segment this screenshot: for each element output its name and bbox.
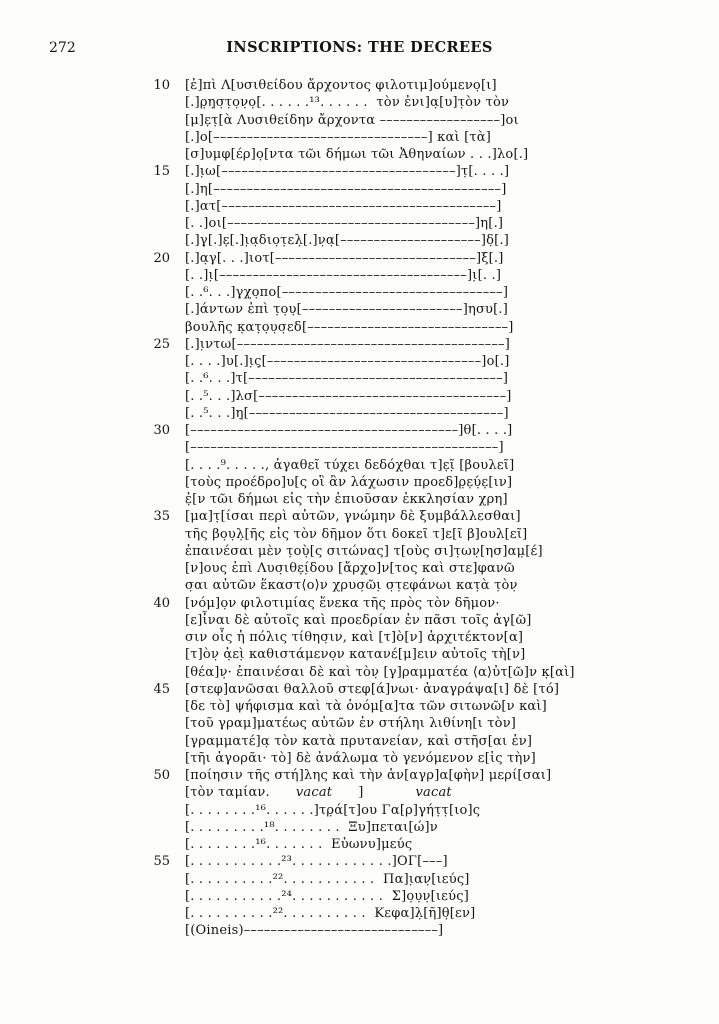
inscription-line <box>0 613 719 630</box>
page-number: 272 <box>49 40 76 56</box>
line-number: 30 <box>153 423 170 438</box>
line-text <box>185 716 516 731</box>
line-text-segment: [θέα]ν̣· ἐπαινέσαι δὲ καὶ τὸν̣ [γ]ραμματέα ⟨α⟩ὐτ[ῶ]ν κ̣[αὶ] <box>185 664 575 680</box>
line-text-segment: [ε]ἶναι δὲ αὐτοῖς καὶ προεδρίαν ἐν πᾶσι τοῖς ἀγ[ῶ] <box>185 612 532 628</box>
inscription-line <box>0 734 719 751</box>
line-text <box>185 268 501 283</box>
line-text-segment: [τ]ὸν̣ ἀ̣εὶ̣ καθιστάμενο̣ν κατανέ[μ]ειν αὐτοῖς τὴ[ν] <box>185 647 526 663</box>
line-text-segment: βουλῆς κ̣ατ̣ο̣υ̣σ̣εδ[––––––––––––––––––––––––––––––] <box>185 319 514 335</box>
line-text-segment: [γραμματέ]α̣ τὸν κατὰ πρυτανείαν, καὶ στῆσ[αι ἐν] <box>185 733 533 749</box>
line-text-segment: [(Oineis)–––––––––––––––––––––––––––––] <box>185 923 444 939</box>
line-text-segment: [. .⁵. . .]λσ[–––––––––––––––––––––––––––––––––––––] <box>185 388 512 404</box>
line-text <box>185 734 532 749</box>
inscription-line <box>0 596 719 613</box>
line-text-segment: [.]ρ̣η̣σ̣τ̣ο̣ν̣ο̣[. . . . . .¹³. . . . . . τὸν ἐνι]α̣[υ]τ̣ὸν τὸν <box>185 95 510 111</box>
line-text-segment: ἐπαινέσαι μὲν τ̣οὺ̣[ς σιτώνας] τ[οὺς σι]τ̣ων̣[ησ]αμ̣[έ] <box>185 543 543 559</box>
line-text-segment: [. . . . . . . . . .²². . . . . . . . . . Κεφα]λ̣[ῆ]θ̣[εν] <box>185 906 476 921</box>
line-text <box>185 147 528 162</box>
line-text-segment: [.]α̣γ[. . .]ιοτ[––––––––––––––––––––––––––––––]ξ[.] <box>185 250 504 266</box>
line-text <box>185 665 575 680</box>
line-text-segment: σιν οἷς ἡ πόλις τίθησ̣ιν, καὶ [τ]ὸ[ν] ἀρχιτέκτον[α] <box>185 630 524 645</box>
inscription-line <box>0 751 719 768</box>
line-text-segment: [. . . .⁹. . . . ., ἀγαθεῖ τύχει δεδόχθαι τ]ε̣ῖ̣ [βουλεῖ] <box>185 457 515 473</box>
line-text-segment: [––––––––––––––––––––––––––––––––––––––––]θ[. . . .] <box>185 423 513 438</box>
line-text-segment: [τὸν ταμίαν. <box>185 785 296 801</box>
inscription-line <box>0 716 719 733</box>
inscription-line <box>0 320 719 337</box>
inscription-line <box>0 164 719 181</box>
inscription-line <box>0 440 719 457</box>
line-number: 15 <box>153 164 170 180</box>
inscription-line <box>0 285 719 302</box>
line-text <box>185 95 509 110</box>
line-text <box>185 889 469 904</box>
line-text <box>185 596 500 611</box>
line-text-segment: [μα]τ̣[ίσαι περὶ αὐτῶν, γνώμην δὲ ξυμβάλλεσθαι] <box>185 509 521 525</box>
line-text-segment: [στεφ]ανῶσαι θαλλοῦ στεφ[ά]νωι· ἀναγράψα[ι] δὲ [τό] <box>185 681 560 697</box>
line-text <box>185 561 515 576</box>
inscription-line <box>0 872 719 889</box>
inscription-line <box>0 699 719 716</box>
line-text <box>185 216 503 231</box>
line-text-segment: ἐ̣[ν τῶι δήμωι εἰς τὴν ἐπιοῦσαν ἐκκλησίαν χρη] <box>185 492 508 507</box>
line-text-segment: [τοὺς προέδρο]υ[ς οἳ ἂν λάχωσιν προεδ]ρ̣ε̣ύ̣ε̣[ιν] <box>185 474 513 490</box>
inscription-line <box>0 803 719 820</box>
line-text <box>185 182 507 197</box>
line-text-segment: [. . . . . . . . . .²². . . . . . . . . . . Πα]ι̣αν̣[ιεύς] <box>185 871 470 887</box>
line-text-segment: [.]γ̣[.]ε̣[.]ι̣α̣διο̣τ̣ελ̣[.]ν̣α̣[–––––––––––––––––––––]δ̣[.] <box>185 233 510 249</box>
inscription-line <box>0 630 719 647</box>
line-text <box>185 302 508 317</box>
line-text <box>185 906 475 921</box>
line-text-segment: [. . . . . . . . . . .²³. . . . . . . . . . . .]ΟΓ[–––] <box>185 854 448 870</box>
line-text <box>185 285 508 300</box>
line-text-segment: σ̣αι αὐτῶν ἕκαστ⟨ο⟩ν χρυσ̣ῶι̣ σ̣τ̣εφάνωι κατ̣ὰ τ̣ὸν̣ <box>185 578 518 594</box>
inscription-line <box>0 233 719 250</box>
line-text <box>185 613 532 628</box>
line-text-segment: [μ]ε̣τ̣[ὰ Λυσιθείδην ἄρχοντα ––––––––––––––––––]οι <box>185 112 519 128</box>
page-title: INSCRIPTIONS: THE DECREES <box>226 39 493 56</box>
line-text <box>185 544 543 559</box>
line-text <box>185 130 491 145</box>
inscription-line <box>0 113 719 130</box>
inscription-line <box>0 216 719 233</box>
line-text-segment: [––––––––––––––––––––––––––––––––––––––––––––––] <box>185 440 504 456</box>
inscription-line <box>0 130 719 147</box>
line-text <box>185 406 509 421</box>
vacat-italic: vacat <box>415 785 452 801</box>
line-text <box>185 492 508 507</box>
line-text <box>185 768 551 783</box>
inscription-line <box>0 923 719 940</box>
inscription-line <box>0 665 719 682</box>
line-number: 20 <box>153 250 170 266</box>
line-text-segment: [.]άντων ἐπὶ τ̣ο̣υ̣[––––––––––––––––––––––––]ησυ[.] <box>185 302 509 318</box>
inscription-line <box>0 251 719 268</box>
line-text-segment: [σ]υμφ[έρ]ο̣[ντα τῶι δήμωι τῶι Ἀθηναίων . . .]λο[.] <box>185 147 529 162</box>
line-text <box>185 233 509 248</box>
line-text-segment: [.]ι̣ντω[––––––––––––––––––––––––––––––––––––––––] <box>185 336 511 352</box>
line-text-segment: [. .]ι̣[–––––––––––––––––––––––––––––––––––––]ι̣[. .] <box>185 267 502 283</box>
line-text-segment: [.]ι̣ω[–––––––––––––––––––––––––––––––––––]τ̣[. . . .] <box>185 164 510 180</box>
line-text <box>185 371 508 386</box>
line-text <box>185 751 536 766</box>
line-text <box>185 854 448 869</box>
line-text <box>185 354 509 369</box>
line-text <box>185 682 559 697</box>
vacat-italic: vacat <box>295 785 333 801</box>
inscription-line <box>0 182 719 199</box>
line-text-segment: [τῆι ἀγορᾶι· τὸ] δὲ ἀνάλωμα τὸ γενόμενον ε[ἰς τὴν] <box>185 750 536 766</box>
inscription-line <box>0 837 719 854</box>
inscription-line <box>0 889 719 906</box>
line-text <box>185 320 514 335</box>
inscription-line <box>0 147 719 164</box>
line-number: 35 <box>153 509 170 525</box>
line-text <box>185 630 523 645</box>
line-text <box>185 527 527 542</box>
inscription-line <box>0 406 719 423</box>
inscription-line <box>0 906 719 923</box>
inscription-lines <box>0 78 719 941</box>
inscription-line <box>0 544 719 561</box>
line-text-segment: [. . . . . . . . .¹⁸. . . . . . . . Ξυ]πεται[ώ]ν <box>185 819 438 835</box>
inscription-line <box>0 268 719 285</box>
line-text <box>185 699 547 714</box>
line-text-segment: [. . . . . . . .¹⁶. . . . . . . Εὐωνυ]μεύς <box>185 837 413 852</box>
line-text <box>185 820 438 835</box>
line-text <box>185 164 509 179</box>
inscription-line <box>0 527 719 544</box>
line-text <box>185 509 521 524</box>
inscription-line <box>0 492 719 509</box>
line-text-segment: [ποίησιν τῆς στή]λης καὶ τὴν ἀν[αγρ]α[φὴν] μερί[σαι] <box>185 768 552 783</box>
line-text <box>185 923 443 938</box>
line-number: 10 <box>153 78 170 93</box>
inscription-line <box>0 389 719 406</box>
line-text <box>185 647 525 662</box>
inscription-line <box>0 578 719 595</box>
line-text <box>185 785 452 800</box>
line-text <box>185 837 412 852</box>
line-number: 40 <box>153 595 170 611</box>
line-text <box>185 475 512 490</box>
line-text <box>185 578 518 593</box>
inscription-line <box>0 302 719 319</box>
line-text-segment: [ν]ους ἐπὶ Λυσ̣ιθε̣ί̣δου [ἄρχο]ν[τος καὶ στε]φανῶ <box>185 561 515 576</box>
inscription-line <box>0 199 719 216</box>
line-text-segment: [. . . . . . . .¹⁶. . . . . .]τρ̣ά[τ]ου Γα[ρ]γήτ̣τ̣[ιο]ς <box>185 802 481 818</box>
line-text <box>185 251 504 266</box>
line-text <box>185 803 480 818</box>
inscription-line <box>0 475 719 492</box>
inscription-line <box>0 768 719 785</box>
line-text <box>185 872 470 887</box>
line-text-segment: [. . . .]υ[.]ι̣ς̣[––––––––––––––––––––––––––––––––]ο[.] <box>185 354 510 369</box>
inscription-line <box>0 337 719 354</box>
line-text-segment: [νόμ]ο̣ν φιλοτιμίας ἕνεκα τῆς πρὸς τὸν δῆμον· <box>185 595 500 611</box>
line-number: 25 <box>153 336 170 352</box>
inscription-line <box>0 854 719 871</box>
line-number: 45 <box>153 681 170 697</box>
line-text-segment: [. .⁶. . .]γ̣χ̣ο̣πο[–––––––––––––––––––––––––––––––––] <box>185 285 509 300</box>
inscription-line <box>0 458 719 475</box>
inscription-line <box>0 354 719 371</box>
inscription-line <box>0 95 719 112</box>
line-text-segment: [τοῦ γραμ]ματέως αὐτῶν ἐν στήληι λιθίνη[ι τὸν] <box>185 716 517 732</box>
inscription-line <box>0 371 719 388</box>
line-text-segment: [.]η[–––––––––––––––––––––––––––––––––––––––––––] <box>185 181 507 197</box>
line-text-segment: [. .⁵. . .]η̣[––––––––––––––––––––––––––––––––––––––] <box>185 405 509 421</box>
line-text-segment: τῆς βο̣υ̣λ̣[ῆς εἰς τὸν δῆμον ὅτι δοκεῖ τ]ε[ῖ β]ουλ[εῖ] <box>185 526 528 542</box>
inscription-line <box>0 820 719 837</box>
line-number: 55 <box>153 854 170 870</box>
line-text <box>185 389 512 404</box>
line-text-segment: [. .]οι[–––––––––––––––––––––––––––––––––––––]η[.] <box>185 216 504 231</box>
inscription-line <box>0 78 719 95</box>
line-text <box>185 78 497 93</box>
line-text <box>185 113 519 128</box>
inscription-line <box>0 785 719 802</box>
line-text <box>185 199 502 214</box>
line-text-segment: [ἐ]πὶ Λ[υσιθείδου ἄρχοντος φιλοτιμ]ούμενο̣[ι] <box>185 78 497 93</box>
line-text <box>185 423 512 438</box>
inscription-line <box>0 682 719 699</box>
line-number: 50 <box>153 768 170 783</box>
inscription-line <box>0 647 719 664</box>
line-text-segment: ] <box>332 785 416 801</box>
line-text-segment: [δε τὸ] ψήφισμα καὶ τὰ ὀνόμ[α]τα τῶν σιτωνῶ[ν καὶ] <box>185 699 547 714</box>
line-text <box>185 458 514 473</box>
inscription-line <box>0 561 719 578</box>
line-text-segment: [. .⁶. . .]τ[––––––––––––––––––––––––––––––––––––––] <box>185 371 509 387</box>
line-text-segment: [.]ο[––––––––––––––––––––––––––––––––] καὶ [τὰ] <box>185 129 492 145</box>
line-text-segment: [. . . . . . . . . . .²⁴. . . . . . . . . . . Σ]ο̣υ̣ν̣[ιεύς] <box>185 888 469 904</box>
line-text-segment: [.]ατ[–––––––––––––––––––––––––––––––––––––––––] <box>185 198 502 214</box>
line-text <box>185 337 510 352</box>
inscription-line <box>0 423 719 440</box>
inscription-line <box>0 509 719 526</box>
line-text <box>185 440 504 455</box>
